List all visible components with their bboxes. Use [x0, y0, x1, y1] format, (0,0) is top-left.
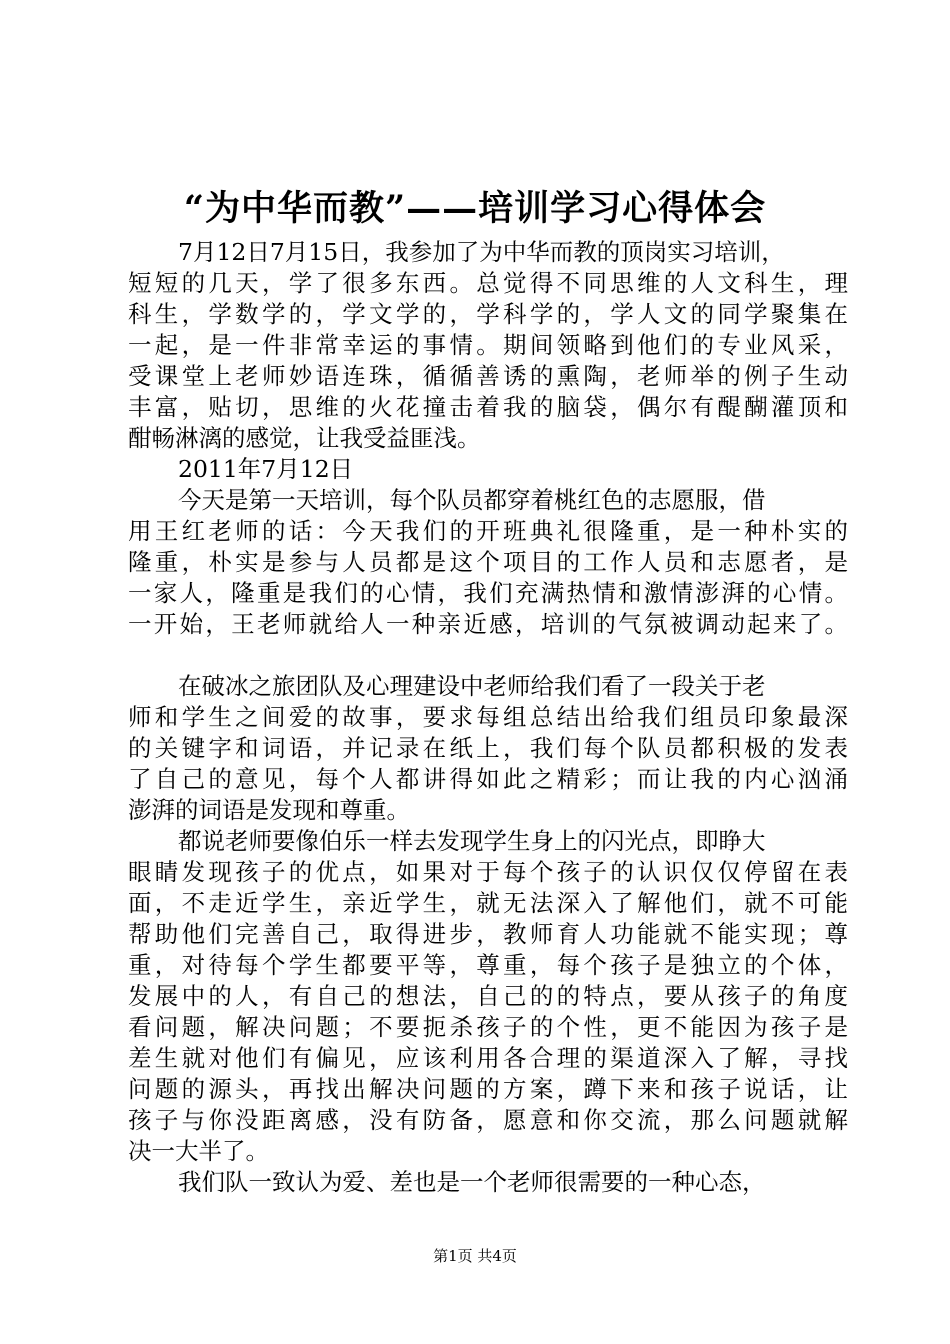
- text-line: 师和学生之间爱的故事，要求每组总结出给我们组员印象最深: [128, 703, 848, 731]
- text-line: 澎湃的词语是发现和尊重。: [128, 796, 410, 824]
- text-line: 重，对待每个学生都要平等，尊重，每个孩子是独立的个体，: [128, 951, 848, 979]
- text-line: 的关键字和词语，并记录在纸上，我们每个队员都积极的发表: [128, 734, 848, 762]
- text-line: 一开始，王老师就给人一种亲近感，培训的气氛被调动起来了。: [128, 610, 848, 638]
- document-body: [128, 237, 848, 1198]
- page-number-footer: 第1页 共4页: [433, 1247, 517, 1265]
- text-line: 发展中的人，有自己的想法，自己的的特点，要从孩子的角度: [128, 982, 848, 1010]
- paragraph-gap: [128, 640, 848, 671]
- text-line: 差生就对他们有偏见，应该利用各合理的渠道深入了解，寻找: [128, 1044, 848, 1072]
- text-line: 短短的几天，学了很多东西。总觉得不同思维的人文科生，理: [128, 269, 848, 297]
- document-title: “为中华而教”——培训学习心得体会: [183, 188, 767, 229]
- text-line: 7月12日7月15日，我参加了为中华而教的顶岗实习培训，: [178, 238, 785, 266]
- text-line: 一起，是一件非常幸运的事情。期间领略到他们的专业风采，: [128, 331, 848, 359]
- text-line: 我们队一致认为爱、差也是一个老师很需要的一种心态，: [178, 1168, 766, 1196]
- text-line: 了自己的意见，每个人都讲得如此之精彩；而让我的内心汹涌: [128, 765, 848, 793]
- text-line: 丰富，贴切，思维的火花撞击着我的脑袋，偶尔有醍醐灌顶和: [128, 393, 848, 421]
- text-line: 帮助他们完善自己，取得进步，教师育人功能就不能实现；尊: [128, 920, 848, 948]
- text-line: 受课堂上老师妙语连珠，循循善诱的熏陶，老师举的例子生动: [128, 362, 848, 390]
- text-line: 问题的源头，再找出解决问题的方案，蹲下来和孩子说话，让: [128, 1075, 848, 1103]
- text-line: 今天是第一天培训，每个队员都穿着桃红色的志愿服，借: [178, 486, 766, 514]
- text-line: 酣畅淋漓的感觉，让我受益匪浅。: [128, 424, 481, 452]
- text-line: 看问题，解决问题；不要扼杀孩子的个性，更不能因为孩子是: [128, 1013, 848, 1041]
- text-line: 科生，学数学的，学文学的，学科学的，学人文的同学聚集在: [128, 300, 848, 328]
- text-line: 用王红老师的话：今天我们的开班典礼很隆重，是一种朴实的: [128, 517, 848, 545]
- text-line: 面，不走近学生，亲近学生，就无法深入了解他们，就不可能: [128, 889, 848, 917]
- text-line: 决一大半了。: [128, 1137, 269, 1165]
- text-line: 都说老师要像伯乐一样去发现学生身上的闪光点，即睁大: [178, 827, 766, 855]
- date-line: 2011年7月12日: [178, 455, 354, 483]
- text-line: 隆重，朴实是参与人员都是这个项目的工作人员和志愿者，是: [128, 548, 848, 576]
- text-line: 眼睛发现孩子的优点，如果对于每个孩子的认识仅仅停留在表: [128, 858, 848, 886]
- text-line: 一家人，隆重是我们的心情，我们充满热情和激情澎湃的心情。: [128, 579, 848, 607]
- text-line: 孩子与你没距离感，没有防备，愿意和你交流，那么问题就解: [128, 1106, 848, 1134]
- text-line: 在破冰之旅团队及心理建设中老师给我们看了一段关于老: [178, 672, 766, 700]
